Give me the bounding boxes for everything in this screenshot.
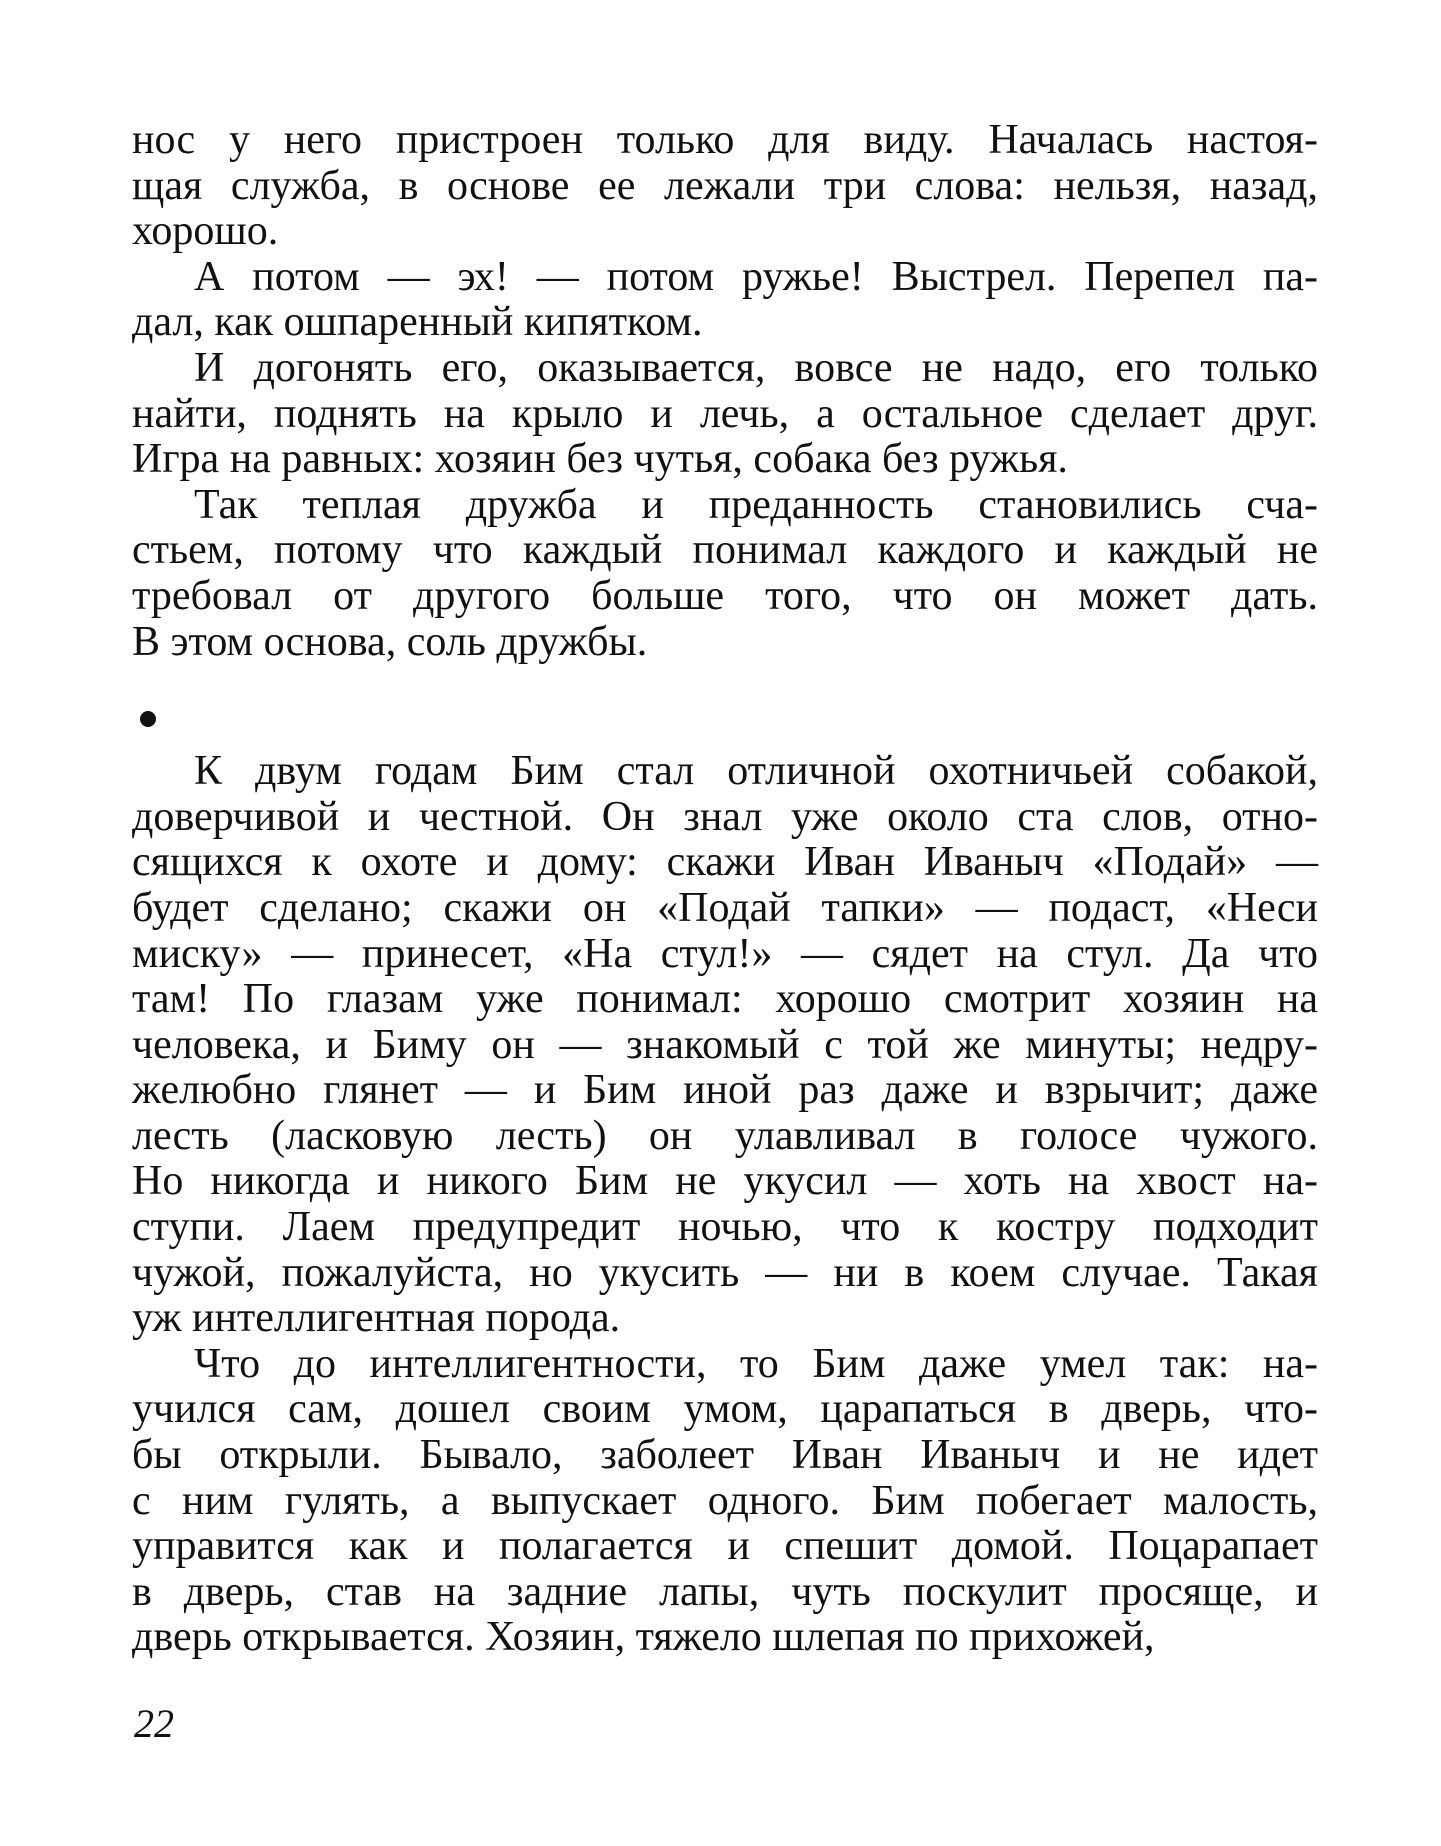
text-line: управится как и полагается и спешит домой. Поцарапает xyxy=(132,1523,1318,1570)
text-line: дал, как ошпаренный кипятком. xyxy=(132,299,703,346)
text-line: человека, и Биму он — знакомый с той же минуты; недру- xyxy=(132,1021,1318,1068)
text-line: найти, поднять на крыло и лечь, а остальное сделает друг. xyxy=(132,390,1318,437)
text-line: В этом основа, соль дружбы. xyxy=(132,618,648,665)
text-line: Игра на равных: хозяин без чутья, собака без ружья. xyxy=(132,436,1068,483)
text-line: Что до интеллигентности, то Бим даже умел так: на- xyxy=(194,1340,1318,1387)
paragraph xyxy=(132,1342,1318,1661)
page-body xyxy=(132,118,1318,1661)
text-line: лесть (ласковую лесть) он улавливал в голосе чужого. xyxy=(132,1112,1318,1159)
text-line: уж интеллигентная порода. xyxy=(132,1295,621,1342)
text-line: Так теплая дружба и преданность становились сча- xyxy=(194,481,1318,528)
text-line: в дверь, став на задние лапы, чуть поскулит просяще, и xyxy=(132,1568,1318,1615)
text-line: А потом — эх! — потом ружье! Выстрел. Перепел па- xyxy=(194,253,1318,300)
paragraph xyxy=(132,346,1318,483)
text-line: нос у него пристроен только для виду. Началась настоя- xyxy=(132,117,1318,163)
text-line: учился сам, дошел своим умом, царапаться в дверь, что- xyxy=(132,1386,1318,1433)
text-line: сящихся к охоте и дому: скажи Иван Иваныч «Подай» — xyxy=(132,839,1318,886)
text-line: желюбно глянет — и Бим иной раз даже и взрычит; даже xyxy=(132,1067,1318,1114)
paragraph xyxy=(132,749,1318,1342)
text-line: ступи. Лаем предупредит ночью, что к костру подходит xyxy=(132,1204,1318,1251)
text-line: чужой, пожалуйста, но укусить — ни в коем случае. Такая xyxy=(132,1249,1318,1296)
paragraph xyxy=(132,483,1318,665)
paragraph xyxy=(132,255,1318,346)
text-line: дверь открывается. Хозяин, тяжело шлепая по прихожей, xyxy=(132,1614,1155,1661)
text-line: щая служба, в основе ее лежали три слова: нельзя, назад, xyxy=(132,162,1318,209)
text-line: стьем, потому что каждый понимал каждого и каждый не xyxy=(132,527,1318,574)
text-line: требовал от другого больше того, что он может дать. xyxy=(132,572,1318,619)
text-line: Но никогда и никого Бим не укусил — хоть на хвост на- xyxy=(132,1158,1318,1205)
page-number: 22 xyxy=(134,1701,174,1746)
text-line: миску» — принесет, «На стул!» — сядет на стул. Да что xyxy=(132,930,1318,977)
text-block-bottom xyxy=(132,749,1318,1661)
section-break-bullet xyxy=(140,711,156,727)
text-line: И догонять его, оказывается, вовсе не надо, его только xyxy=(194,344,1318,391)
text-block-top xyxy=(132,118,1318,665)
text-line: хорошо. xyxy=(132,208,279,255)
text-line: бы открыли. Бывало, заболеет Иван Иваныч и не идет xyxy=(132,1432,1318,1479)
text-line: с ним гулять, а выпускает одного. Бим побегает малость, xyxy=(132,1477,1318,1524)
paragraph xyxy=(132,118,1318,255)
text-line: К двум годам Бим стал отличной охотничьей собакой, xyxy=(194,748,1318,795)
text-line: будет сделано; скажи он «Подай тапки» — подаст, «Неси xyxy=(132,884,1318,931)
text-line: доверчивой и честной. Он знал уже около ста слов, отно- xyxy=(132,793,1318,840)
text-line: там! По глазам уже понимал: хорошо смотрит хозяин на xyxy=(132,976,1318,1023)
